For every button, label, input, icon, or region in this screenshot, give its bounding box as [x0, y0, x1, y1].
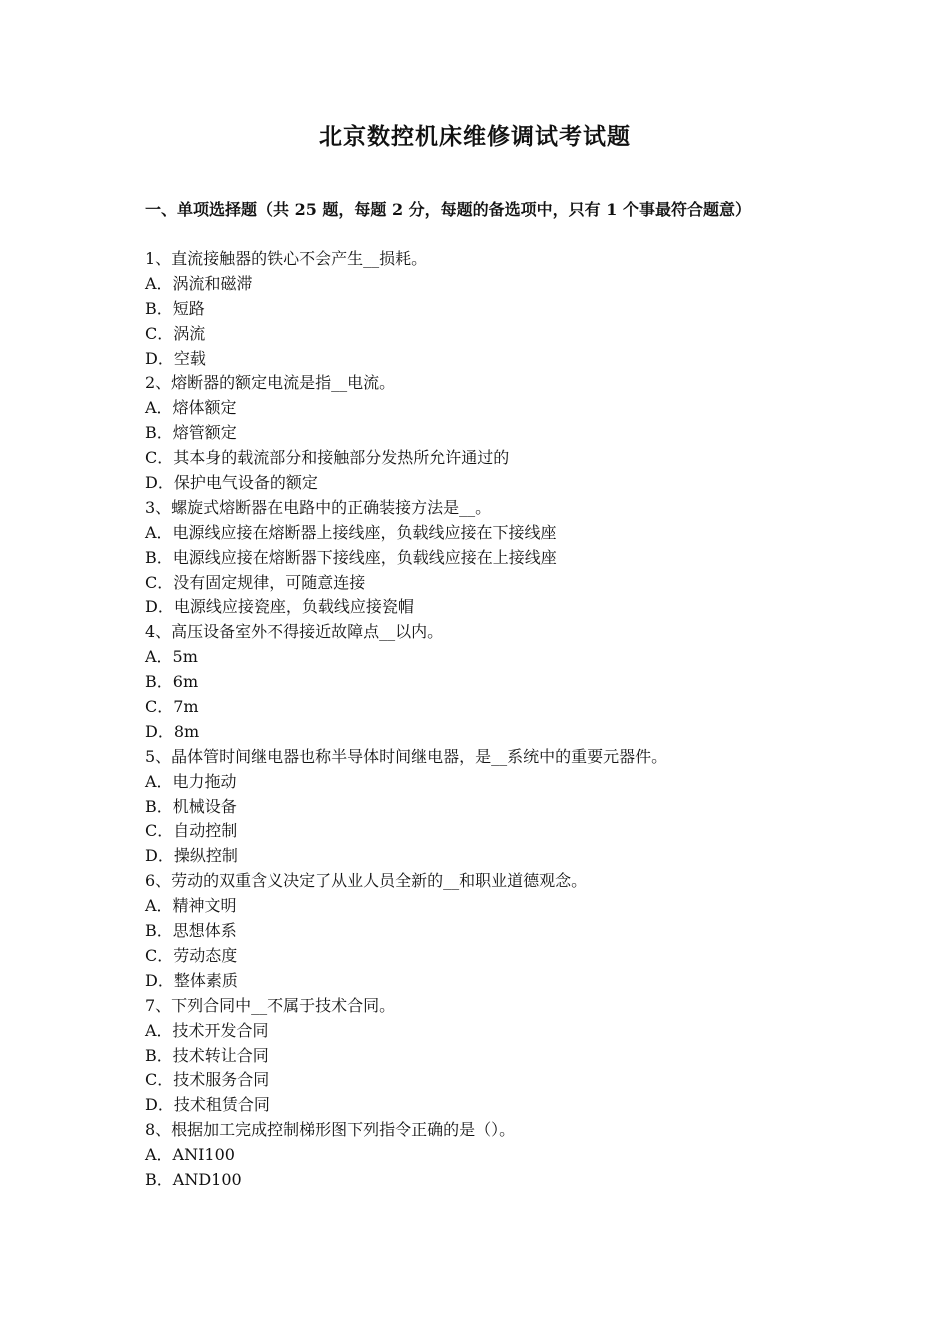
option-c: C．技术服务合同 — [145, 1070, 270, 1090]
option-b: B．机械设备 — [145, 796, 237, 816]
option-a: A．电源线应接在熔断器上接线座，负载线应接在下接线座 — [145, 522, 557, 542]
option-a: A．5m — [145, 647, 198, 667]
option-c: C．7m — [145, 697, 199, 717]
question-list — [145, 247, 815, 1193]
option-d: D．保护电气设备的额定 — [145, 473, 318, 493]
option-d: D．空载 — [145, 348, 206, 368]
option-a: A．熔体额定 — [145, 398, 237, 418]
option-b: B．短路 — [145, 298, 205, 318]
option-d: D．8m — [145, 721, 200, 741]
document-title: 北京数控机床维修调试考试题 — [319, 123, 631, 150]
option-b: B．AND100 — [145, 1169, 242, 1189]
question-stem: 5、晶体管时间继电器也称半导体时间继电器，是__系统中的重要元器件。 — [145, 746, 668, 766]
option-a: A．涡流和磁滞 — [145, 273, 253, 293]
option-a: A．精神文明 — [145, 896, 237, 916]
option-b: B．电源线应接在熔断器下接线座，负载线应接在上接线座 — [145, 547, 557, 567]
question-stem: 7、下列合同中__不属于技术合同。 — [145, 995, 396, 1015]
option-b: B．6m — [145, 672, 199, 692]
option-b: B．技术转让合同 — [145, 1045, 269, 1065]
option-a: A．技术开发合同 — [145, 1020, 269, 1040]
option-d: D．整体素质 — [145, 970, 238, 990]
option-a: A．ANI100 — [145, 1145, 235, 1165]
question-stem: 4、高压设备室外不得接近故障点__以内。 — [145, 622, 444, 642]
option-d: D．技术租赁合同 — [145, 1095, 270, 1115]
option-b: B．思想体系 — [145, 921, 237, 941]
option-c: C．没有固定规律，可随意连接 — [145, 572, 366, 592]
question-stem: 1、直流接触器的铁心不会产生__损耗。 — [145, 249, 428, 268]
question-stem: 3、螺旋式熔断器在电路中的正确装接方法是__。 — [145, 497, 492, 517]
option-c: C．自动控制 — [145, 821, 238, 841]
option-d: D．操纵控制 — [145, 846, 238, 866]
option-d: D．电源线应接瓷座，负载线应接瓷帽 — [145, 597, 414, 617]
question-stem: 2、熔断器的额定电流是指__电流。 — [145, 373, 396, 393]
option-c: C．涡流 — [145, 323, 206, 343]
option-a: A．电力拖动 — [145, 771, 237, 791]
question-stem: 6、劳动的双重含义决定了从业人员全新的__和职业道德观念。 — [145, 871, 588, 891]
option-c: C．其本身的载流部分和接触部分发热所允许通过的 — [145, 448, 510, 468]
option-c: C．劳动态度 — [145, 945, 238, 965]
section-heading: 一、单项选择题（共 25 题，每题 2 分，每题的备选项中，只有 1 个事最符合题意） — [145, 200, 751, 219]
question-stem: 8、根据加工完成控制梯形图下列指令正确的是（）。 — [145, 1120, 516, 1140]
option-b: B．熔管额定 — [145, 423, 237, 443]
